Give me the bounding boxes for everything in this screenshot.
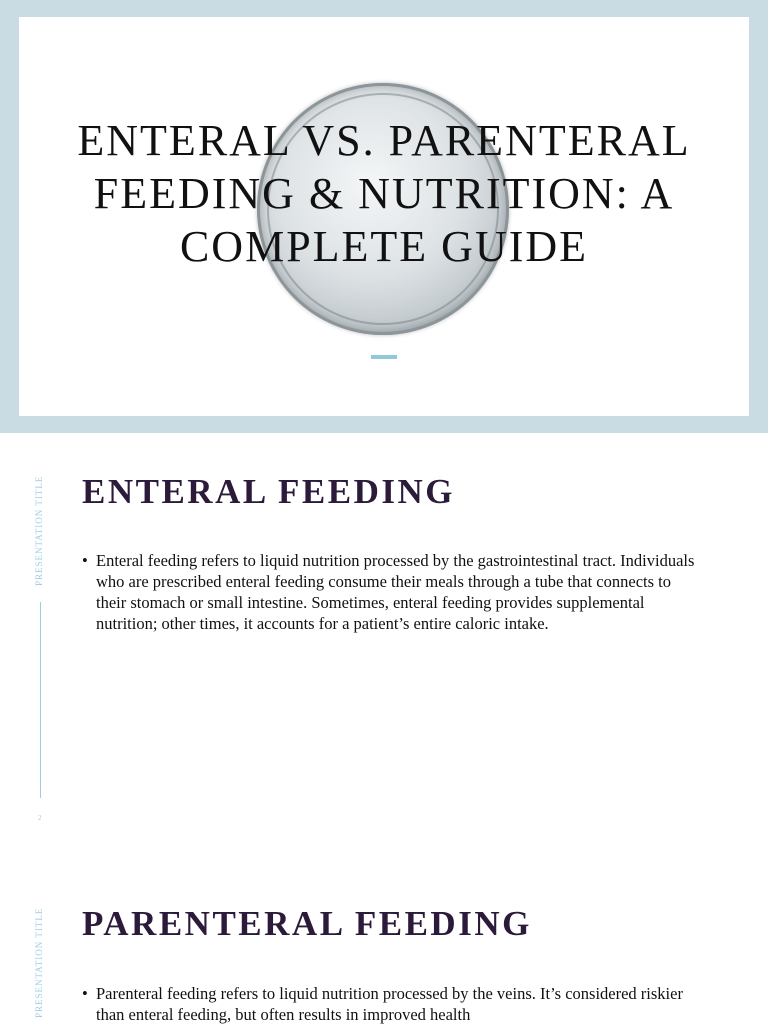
title-accent-bar xyxy=(371,355,397,359)
bullet-item: • Enteral feeding refers to liquid nutrition processed by the gastrointestinal tract. Individuals who are prescribed enteral feeding consume their meals through a tube that connects to their stomach or small intestine. Sometimes, enteral feeding provides supplemental nutrition; other times, it accounts for a patient’s entire caloric intake. xyxy=(82,550,702,634)
side-label-presentation-title: PRESENTATION TITLE xyxy=(34,475,44,586)
section-heading-parenteral: PARENTERAL FEEDING xyxy=(82,904,532,943)
bullet-item: • Parenteral feeding refers to liquid nutrition processed by the veins. It’s considered riskier than enteral feeding, but often results in improved health xyxy=(82,983,702,1025)
page-number: 2 xyxy=(38,814,42,822)
bullet-list-enteral xyxy=(82,550,702,634)
side-divider-line xyxy=(40,602,41,798)
title-slide xyxy=(19,17,749,416)
title-slide-frame xyxy=(0,0,768,433)
section-heading-enteral: ENTERAL FEEDING xyxy=(82,472,455,511)
side-label-presentation-title: PRESENTATION TITLE xyxy=(34,907,44,1018)
presentation-title: ENTERAL VS. PARENTERAL FEEDING & NUTRITION: A COMPLETE GUIDE xyxy=(77,116,691,271)
bullet-list-parenteral xyxy=(82,983,702,1025)
